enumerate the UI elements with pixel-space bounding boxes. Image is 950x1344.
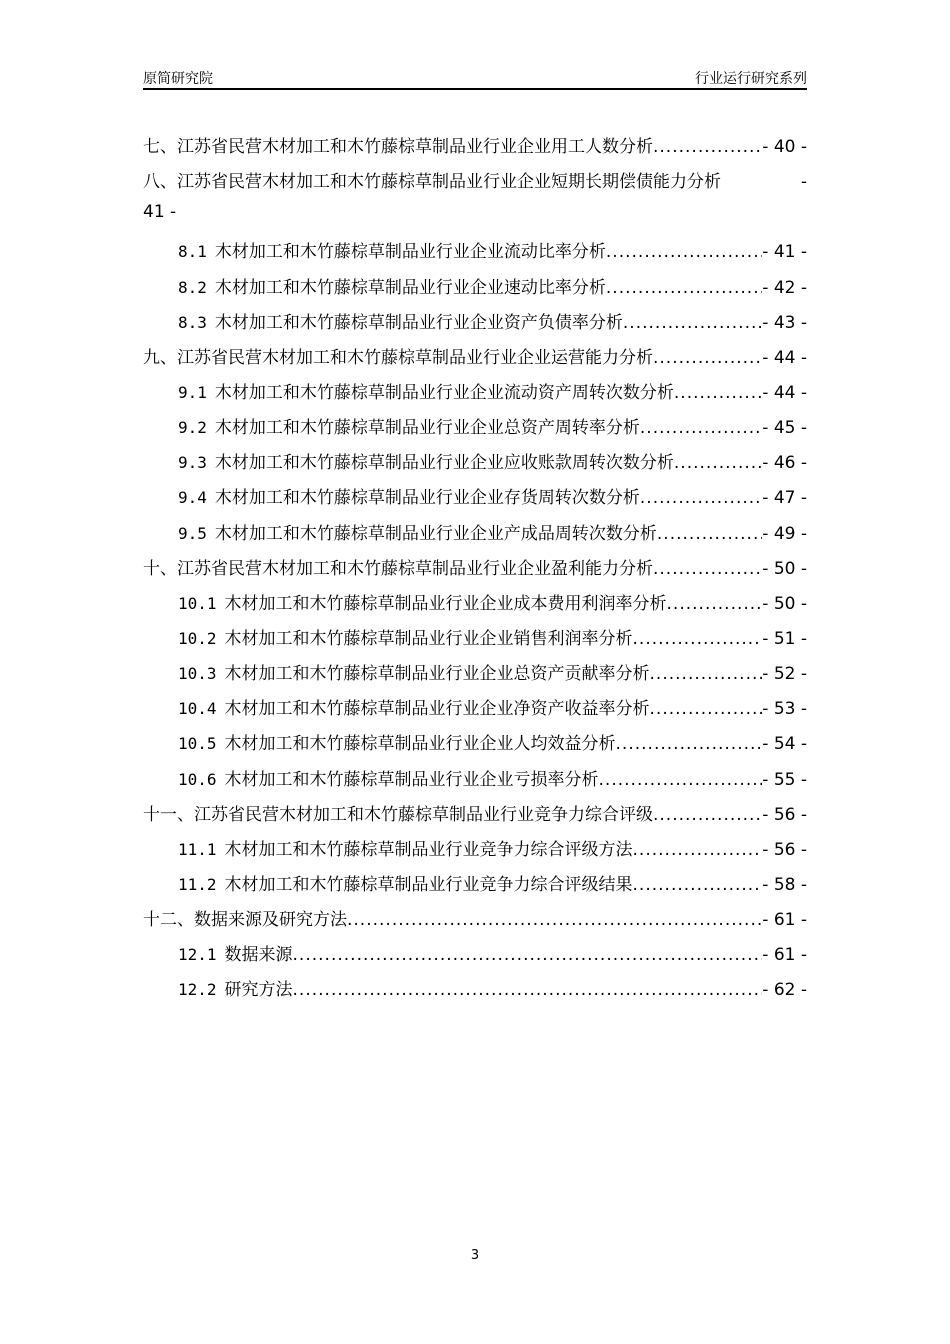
toc-entry-page: - 42 - xyxy=(762,277,807,298)
toc-entry-title: 木材加工和木竹藤棕草制品业行业企业资产负债率分析 xyxy=(214,312,623,333)
dot-leader xyxy=(667,594,763,614)
toc-entry-number: 12.2 xyxy=(178,980,217,1000)
toc-entry[interactable] xyxy=(143,132,807,167)
toc-entry-page: - 50 - xyxy=(762,558,807,579)
toc-entry-title: 木材加工和木竹藤棕草制品业行业企业净资产收益率分析 xyxy=(224,699,650,720)
toc-entry[interactable] xyxy=(143,589,807,624)
dot-leader xyxy=(653,348,762,368)
toc-entry-page: - 49 - xyxy=(762,523,807,544)
toc-entry-title: 木材加工和木竹藤棕草制品业行业企业产成品周转次数分析 xyxy=(214,523,657,544)
toc-entry[interactable] xyxy=(143,413,807,448)
toc-entry-number: 8.2 xyxy=(178,277,207,297)
toc-entry-number: 11.2 xyxy=(178,874,217,894)
toc-entry[interactable] xyxy=(143,765,807,800)
toc-entry-page: - xyxy=(800,172,807,193)
toc-entry-title: 木材加工和木竹藤棕草制品业行业企业销售利润率分析 xyxy=(224,628,633,649)
toc-entry-page: - 54 - xyxy=(762,734,807,755)
toc-entry-page: - 53 - xyxy=(762,699,807,720)
dot-leader xyxy=(653,559,762,579)
toc-entry-title: 木材加工和木竹藤棕草制品业行业企业亏损率分析 xyxy=(224,769,599,790)
toc-entry[interactable] xyxy=(143,870,807,905)
toc-entry-page: - 61 - xyxy=(762,910,807,931)
toc-entry-title: 七、江苏省民营木材加工和木竹藤棕草制品业行业企业用工人数分析 xyxy=(143,137,653,157)
dot-leader xyxy=(653,805,762,825)
toc-entry-number: 10.5 xyxy=(178,734,217,754)
toc-entry-title: 木材加工和木竹藤棕草制品业行业企业存货周转次数分析 xyxy=(214,488,640,509)
dot-leader xyxy=(616,734,763,754)
dot-leader xyxy=(293,945,763,965)
toc-entry-number: 9.1 xyxy=(178,382,207,402)
header-org: 原简研究院 xyxy=(143,71,213,87)
toc-entry-page: - 62 - xyxy=(762,980,807,1001)
toc-entry-page: - 44 - xyxy=(762,347,807,368)
toc-entry-page: - 51 - xyxy=(762,628,807,649)
toc-entry[interactable] xyxy=(143,519,807,554)
toc-entry[interactable] xyxy=(143,659,807,694)
dot-leader xyxy=(606,278,762,298)
toc-entry[interactable] xyxy=(143,237,807,272)
toc-entry-title: 木材加工和木竹藤棕草制品业行业企业流动资产周转次数分析 xyxy=(214,382,674,403)
dot-leader xyxy=(640,418,762,438)
toc-entry-title: 木材加工和木竹藤棕草制品业行业企业人均效益分析 xyxy=(224,734,616,755)
toc-entry-number: 11.1 xyxy=(178,839,217,859)
toc-entry-page: - 44 - xyxy=(762,382,807,403)
toc-entry-page: - 56 - xyxy=(762,804,807,825)
dot-leader xyxy=(657,524,762,544)
toc-entry-number: 10.1 xyxy=(178,593,217,613)
toc-entry-title: 木材加工和木竹藤棕草制品业行业竞争力综合评级结果 xyxy=(224,874,633,895)
dot-leader xyxy=(650,664,763,684)
toc-entry-number: 9.2 xyxy=(178,418,207,438)
toc-entry-page: - 61 - xyxy=(762,945,807,966)
toc-entry[interactable] xyxy=(143,554,807,589)
dot-leader xyxy=(653,137,762,157)
toc-entry-page: - 58 - xyxy=(762,874,807,895)
toc-entry-number: 9.4 xyxy=(178,488,207,508)
dot-leader xyxy=(633,840,763,860)
toc-entry-number: 10.2 xyxy=(178,628,217,648)
toc-entry-page: - 50 - xyxy=(762,593,807,614)
toc-entry[interactable] xyxy=(143,483,807,518)
toc-entry-title: 十二、数据来源及研究方法 xyxy=(143,910,347,931)
dot-leader xyxy=(633,629,763,649)
toc-entry-page: - 41 - xyxy=(762,242,807,263)
toc-entry-page: - 47 - xyxy=(762,488,807,509)
toc-entry-page: - 52 - xyxy=(762,664,807,685)
toc-entry-number: 9.5 xyxy=(178,523,207,543)
toc-entry[interactable] xyxy=(143,378,807,413)
page-number: 3 xyxy=(470,1248,480,1263)
toc-entry-title: 十、江苏省民营木材加工和木竹藤棕草制品业行业企业盈利能力分析 xyxy=(143,558,653,579)
toc-entry-title: 木材加工和木竹藤棕草制品业行业企业总资产贡献率分析 xyxy=(224,664,650,685)
table-of-contents xyxy=(143,132,807,1011)
toc-entry[interactable] xyxy=(143,905,807,940)
dot-leader xyxy=(293,980,763,1000)
dot-leader xyxy=(674,383,762,403)
toc-entry[interactable] xyxy=(143,273,807,308)
toc-entry-title: 木材加工和木竹藤棕草制品业行业竞争力综合评级方法 xyxy=(224,839,633,860)
toc-entry[interactable] xyxy=(143,975,807,1010)
toc-entry-title: 木材加工和木竹藤棕草制品业行业企业应收账款周转次数分析 xyxy=(214,453,674,474)
toc-entry-title: 研究方法 xyxy=(224,980,293,1001)
header-series: 行业运行研究系列 xyxy=(695,71,807,87)
toc-entry-page: - 40 - xyxy=(762,137,807,157)
toc-entry-number: 8.3 xyxy=(178,312,207,332)
toc-entry-page: - 56 - xyxy=(762,839,807,860)
toc-entry-page: - 45 - xyxy=(762,418,807,439)
page-header xyxy=(143,66,807,90)
toc-entry[interactable] xyxy=(143,835,807,870)
toc-entry[interactable] xyxy=(143,448,807,483)
toc-entry[interactable] xyxy=(143,729,807,764)
toc-entry[interactable] xyxy=(143,343,807,378)
dot-leader xyxy=(640,488,762,508)
toc-entry-title: 十一、江苏省民营木材加工和木竹藤棕草制品业行业竞争力综合评级 xyxy=(143,804,653,825)
toc-entry-title: 41 - xyxy=(143,202,177,223)
dot-leader xyxy=(623,313,762,333)
toc-entry[interactable] xyxy=(143,167,807,202)
toc-entry[interactable] xyxy=(143,624,807,659)
toc-entry-page: - 55 - xyxy=(762,769,807,790)
dot-leader xyxy=(606,242,762,262)
toc-entry[interactable] xyxy=(143,940,807,975)
dot-leader xyxy=(347,910,762,930)
toc-entry-title: 木材加工和木竹藤棕草制品业行业企业流动比率分析 xyxy=(214,242,606,263)
toc-entry-title: 九、江苏省民营木材加工和木竹藤棕草制品业行业企业运营能力分析 xyxy=(143,347,653,368)
toc-entry-title: 八、江苏省民营木材加工和木竹藤棕草制品业行业企业短期长期偿债能力分析 xyxy=(143,172,721,193)
toc-entry[interactable] xyxy=(143,308,807,343)
toc-entry-number: 12.1 xyxy=(178,945,217,965)
toc-entry[interactable] xyxy=(143,694,807,729)
toc-entry-page: - 43 - xyxy=(762,312,807,333)
toc-entry-number: 10.4 xyxy=(178,699,217,719)
dot-leader xyxy=(674,453,762,473)
toc-entry-number: 8.1 xyxy=(178,242,207,262)
toc-entry-title: 木材加工和木竹藤棕草制品业行业企业成本费用利润率分析 xyxy=(224,593,667,614)
toc-entry-title: 木材加工和木竹藤棕草制品业行业企业速动比率分析 xyxy=(214,277,606,298)
toc-entry-page: - 46 - xyxy=(762,453,807,474)
toc-entry-title: 木材加工和木竹藤棕草制品业行业企业总资产周转率分析 xyxy=(214,418,640,439)
toc-entry-number: 10.3 xyxy=(178,664,217,684)
toc-entry[interactable] xyxy=(143,202,807,237)
toc-entry[interactable] xyxy=(143,800,807,835)
toc-entry-title: 数据来源 xyxy=(224,945,293,966)
dot-leader xyxy=(599,770,763,790)
toc-entry-number: 9.3 xyxy=(178,453,207,473)
dot-leader xyxy=(650,699,763,719)
dot-leader xyxy=(633,875,763,895)
toc-entry-number: 10.6 xyxy=(178,769,217,789)
